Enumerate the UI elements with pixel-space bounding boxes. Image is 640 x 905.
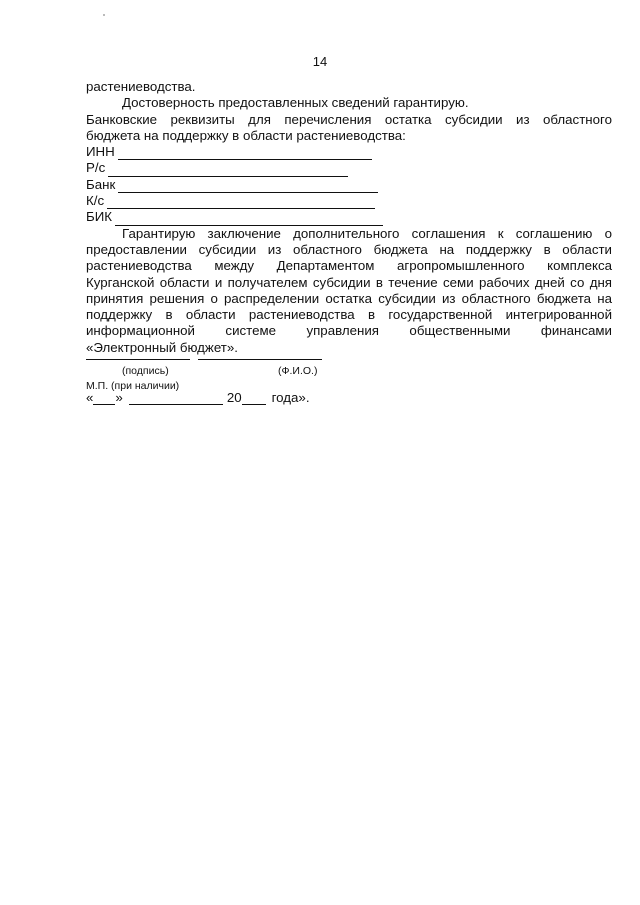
stamp-note: М.П. (при наличии) — [86, 380, 180, 392]
bank-label: Банк — [86, 176, 116, 192]
requisite-account — [86, 160, 612, 176]
inn-blank — [118, 147, 372, 160]
agreement-line-2: предоставлении субсидии из областного бюджета на поддержку в области — [86, 241, 612, 257]
agreement-line-4: Курганской области и получателем субсидии в течение семи рабочих дней со дня — [86, 274, 612, 290]
requisite-inn — [86, 144, 612, 160]
bik-blank — [115, 213, 383, 226]
account-blank — [108, 164, 348, 177]
date-open-quote: « — [86, 390, 94, 405]
agreement-line-5: принятия решения о распределении остатка субсидии из областного бюджета на — [86, 290, 612, 306]
guarantee-sentence: Достоверность предоставленных сведений гарантирую. — [122, 95, 469, 111]
bik-label: БИК — [86, 209, 113, 225]
name-line — [198, 359, 322, 360]
document-body — [86, 79, 612, 356]
agreement-line-8: «Электронный бюджет». — [86, 339, 238, 355]
signature-caption: (подпись) — [122, 365, 169, 377]
signature-line — [86, 359, 190, 360]
inn-label: ИНН — [86, 144, 115, 160]
name-caption: (Ф.И.О.) — [278, 365, 318, 377]
agreement-line-1: Гарантирую заключение дополнительного соглашения к соглашению о — [122, 225, 612, 241]
agreement-line-7: информационной системе управления общественными финансами — [86, 323, 612, 339]
agreement-line-3: растениеводства между Департаментом агропромышленного комплекса — [86, 258, 612, 274]
date-line — [86, 390, 310, 405]
date-close-quote: » — [115, 390, 123, 405]
corr-blank — [107, 196, 375, 209]
year-suffix: года». — [271, 390, 310, 405]
agreement-line-6: поддержку в области растениеводства в государственной интегрированной — [86, 307, 612, 323]
bank-blank — [118, 180, 378, 193]
requisite-corr — [86, 193, 612, 209]
day-blank — [93, 392, 115, 405]
requisite-bik — [86, 209, 612, 225]
scan-speck — [103, 14, 105, 16]
bank-paragraph-line-1: Банковские реквизиты для перечисления остатка субсидии из областного — [86, 111, 612, 127]
bank-paragraph-line-2: бюджета на поддержку в области растениеводства: — [86, 127, 406, 143]
year-blank — [242, 392, 266, 405]
month-blank — [129, 392, 223, 405]
intro-line: растениеводства. — [86, 79, 196, 94]
requisite-bank — [86, 177, 612, 193]
account-label: Р/с — [86, 160, 106, 176]
corr-label: К/с — [86, 193, 105, 209]
page-number: 14 — [312, 54, 328, 69]
year-prefix: 20 — [226, 390, 242, 405]
